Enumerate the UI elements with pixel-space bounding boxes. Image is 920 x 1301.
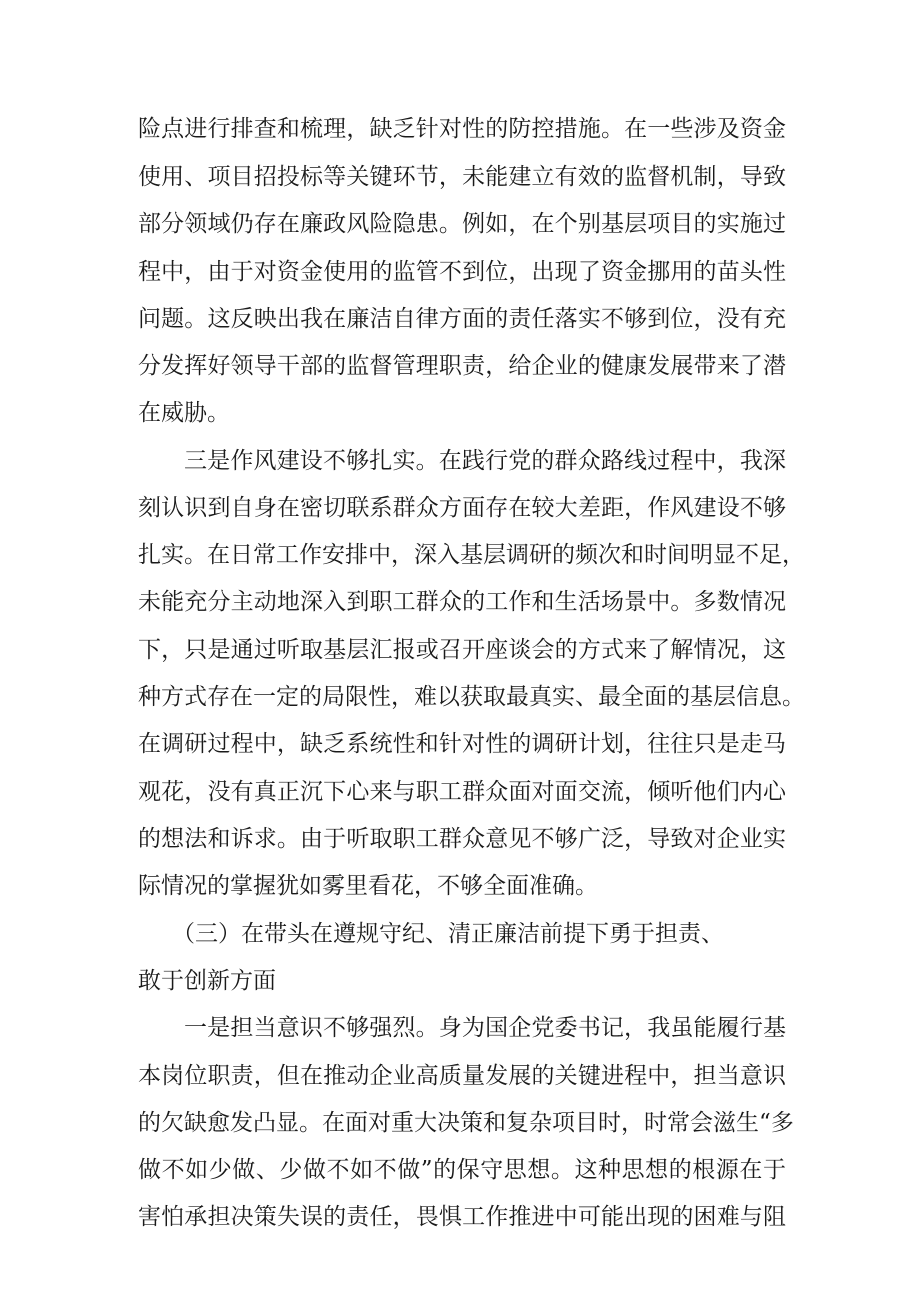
body-text-line: 三是作风建设不够扎实。在践行党的群众路线过程中，我深 bbox=[184, 448, 786, 474]
body-text-line: 做不如少做、少做不如不做”的保守思想。这种思想的根源在于 bbox=[138, 1157, 786, 1183]
body-text-line: 的欠缺愈发凸显。在面对重大决策和复杂项目时，时常会滋生“多 bbox=[138, 1110, 794, 1136]
body-text-line: 的想法和诉求。由于听取职工群众意见不够广泛，导致对企业实 bbox=[138, 826, 786, 852]
body-text-line: 部分领域仍存在廉政风险隐患。例如，在个别基层项目的实施过 bbox=[138, 211, 786, 237]
body-text-line: 问题。这反映出我在廉洁自律方面的责任落实不够到位，没有充 bbox=[138, 306, 786, 332]
body-text-line: 刻认识到自身在密切联系群众方面存在较大差距，作风建设不够 bbox=[138, 495, 786, 521]
body-text-line: 本岗位职责，但在推动企业高质量发展的关键进程中，担当意识 bbox=[138, 1063, 786, 1089]
body-text-line: 扎实。在日常工作安排中，深入基层调研的频次和时间明显不足， bbox=[138, 542, 805, 568]
body-text-line: 使用、项目招投标等关键环节，未能建立有效的监督机制，导致 bbox=[138, 164, 786, 190]
body-text-line: 程中，由于对资金使用的监管不到位，出现了资金挪用的苗头性 bbox=[138, 259, 786, 285]
body-text-line: 在调研过程中，缺乏系统性和针对性的调研计划，往往只是走马 bbox=[138, 731, 786, 757]
section-heading: （三）在带头在遵规守纪、清正廉洁前提下勇于担责、 bbox=[172, 921, 724, 947]
body-text-line: 际情况的掌握犹如雾里看花，不够全面准确。 bbox=[138, 873, 598, 899]
body-text-line: 一是担当意识不够强烈。身为国企党委书记，我虽能履行基 bbox=[184, 1015, 786, 1041]
body-text-line: 害怕承担决策失误的责任，畏惧工作推进中可能出现的困难与阻 bbox=[138, 1204, 786, 1230]
body-text-line: 分发挥好领导干部的监督管理职责，给企业的健康发展带来了潜 bbox=[138, 353, 786, 379]
body-text-line: 观花，没有真正沉下心来与职工群众面对面交流，倾听他们内心 bbox=[138, 779, 786, 805]
body-text-line: 未能充分主动地深入到职工群众的工作和生活场景中。多数情况 bbox=[138, 589, 786, 615]
body-text-line: 下，只是通过听取基层汇报或召开座谈会的方式来了解情况，这 bbox=[138, 637, 786, 663]
body-text-line: 险点进行排查和梳理，缺乏针对性的防控措施。在一些涉及资金 bbox=[138, 116, 786, 142]
body-text-line: 种方式存在一定的局限性，难以获取最真实、最全面的基层信息。 bbox=[138, 684, 805, 710]
section-heading: 敢于创新方面 bbox=[138, 968, 276, 994]
body-text-line: 在威胁。 bbox=[138, 400, 230, 426]
